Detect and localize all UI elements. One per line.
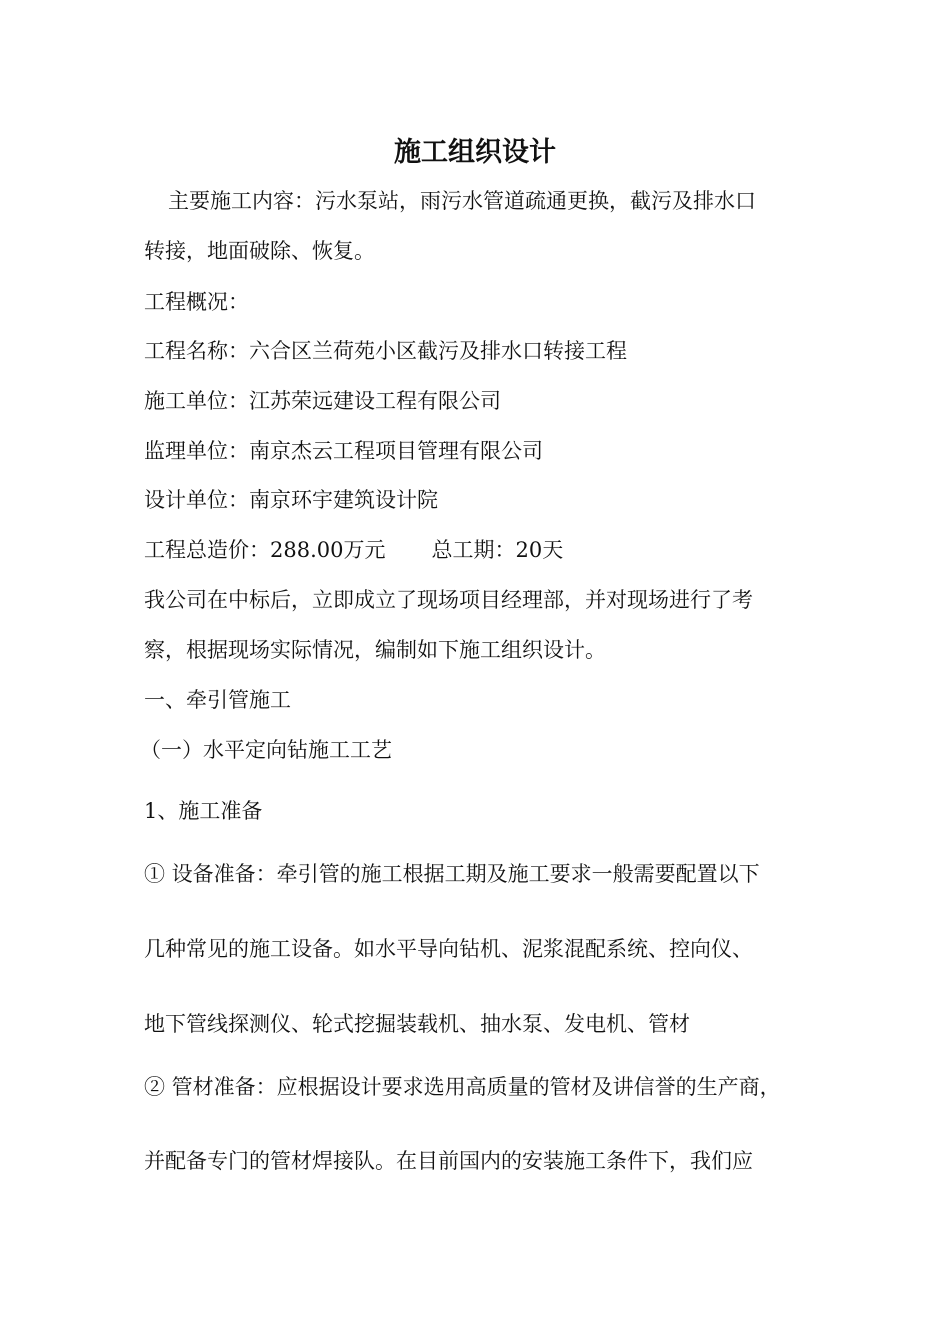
supervisor: 监理单位：南京杰云工程项目管理有限公司: [144, 439, 543, 463]
duration: 总工期：20天: [431, 538, 564, 562]
equipment-line-1: ① 设备准备：牵引管的施工根据工期及施工要求一般需要配置以下: [144, 862, 760, 886]
item-heading: 1、施工准备: [144, 799, 263, 823]
equipment-line-2: 几种常见的施工设备。如水平导向钻机、泥浆混配系统、控向仪、: [144, 937, 753, 961]
designer: 设计单位：南京环宇建筑设计院: [144, 488, 438, 512]
overview-heading: 工程概况：: [144, 290, 249, 314]
pipe-line-2: 并配备专门的管材焊接队。在目前国内的安装施工条件下，我们应: [144, 1149, 753, 1173]
section-heading: 一、牵引管施工: [144, 688, 291, 712]
pipe-line-1: ② 管材准备：应根据设计要求选用高质量的管材及讲信誉的生产商，: [144, 1075, 781, 1099]
cost-duration-line: [144, 536, 563, 564]
document-title: 施工组织设计: [394, 137, 556, 168]
subsection-heading: （一）水平定向钻施工工艺: [140, 738, 392, 762]
contractor: 施工单位：江苏荣远建设工程有限公司: [144, 389, 501, 413]
project-name: 工程名称：六合区兰荷苑小区截污及排水口转接工程: [144, 339, 627, 363]
equipment-line-3: 地下管线探测仪、轮式挖掘装载机、抽水泵、发电机、管材: [144, 1012, 690, 1036]
paragraph-line-1: 我公司在中标后，立即成立了现场项目经理部，并对现场进行了考: [144, 588, 753, 612]
intro-line-2: 转接，地面破除、恢复。: [144, 239, 375, 263]
intro-line-1: 主要施工内容：污水泵站，雨污水管道疏通更换，截污及排水口: [168, 189, 756, 213]
paragraph-line-2: 察，根据现场实际情况，编制如下施工组织设计。: [144, 638, 606, 662]
total-cost: 工程总造价：288.00万元: [144, 538, 386, 562]
